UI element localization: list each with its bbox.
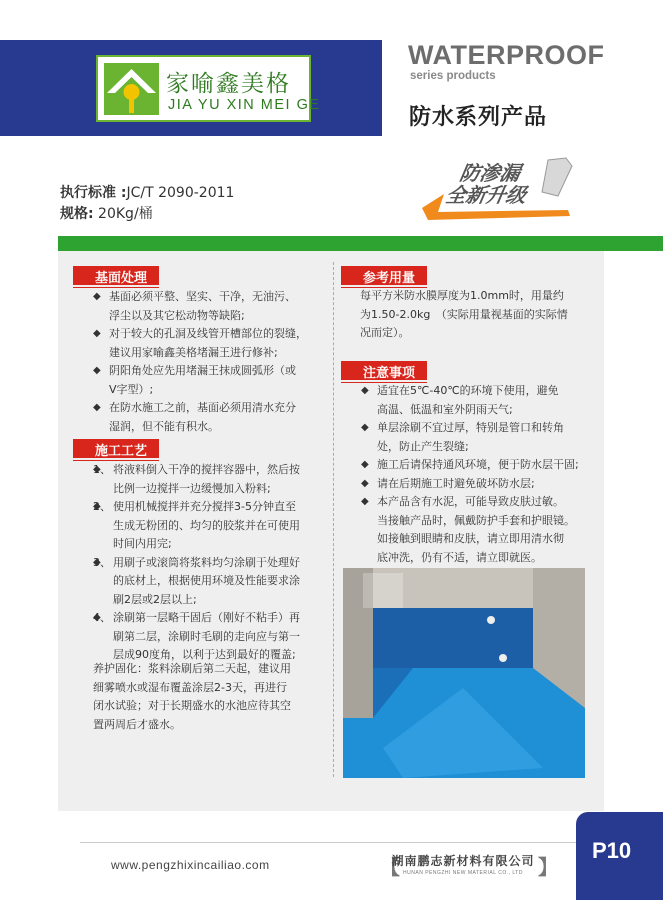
curing-paragraph bbox=[93, 660, 329, 734]
text-line: ◆ 基面必须平整、坚实、干净，无油污、 bbox=[109, 290, 296, 303]
text-line: 时间内用完; bbox=[113, 537, 172, 550]
text-line: 刷2层或2层以上; bbox=[113, 592, 197, 606]
base-list bbox=[93, 288, 329, 436]
step-number: ◆ 4、 bbox=[93, 611, 111, 624]
website-url[interactable]: www.pengzhixincailiao.com bbox=[111, 858, 270, 872]
list-item bbox=[361, 456, 603, 475]
text-line: 层成90度角，以利于达到最好的覆盖; bbox=[113, 648, 296, 661]
text-line: 闭水试验；对于长期盛水的水池应待其空 bbox=[93, 699, 291, 712]
text-line: 比例一边搅拌一边缓慢加入粉料; bbox=[113, 481, 271, 495]
left-bracket-icon: 【 bbox=[380, 855, 400, 879]
section-title-notes: 注意事项 bbox=[341, 361, 427, 380]
text-line: 置两周后才盛水。 bbox=[93, 717, 181, 731]
text-line: 养护固化：浆料涂刷后第二天起，建议用 bbox=[93, 662, 291, 675]
step-number: ◆ 1、 bbox=[93, 463, 111, 476]
text-line: ◆ 请在后期施工时避免破坏防水层; bbox=[377, 476, 535, 490]
page-number-tab bbox=[576, 812, 663, 900]
standard-label: 执行标准 : bbox=[60, 185, 127, 201]
text-line: ◆ 本产品含有水泥，可能导致皮肤过敏。 bbox=[377, 495, 564, 508]
text-line: 的底材上，根据使用环境及性能要求涂 bbox=[113, 574, 300, 587]
text-line: 用刷子或滚筒将浆料均匀涂刷于处理好 bbox=[113, 555, 300, 569]
text-line: 刷第二层，涂刷时毛刷的走向应与第一 bbox=[113, 629, 300, 643]
list-item bbox=[93, 288, 329, 325]
usage-paragraph bbox=[360, 287, 600, 343]
size-line bbox=[60, 203, 153, 223]
list-item bbox=[93, 325, 329, 362]
step-item bbox=[93, 461, 329, 498]
brand-name-en: JIA YU XIN MEI GE bbox=[168, 97, 321, 113]
brand-logo bbox=[96, 55, 321, 122]
step-number: ◆ 3、 bbox=[93, 555, 111, 569]
badge-line1: 防渗漏 bbox=[457, 161, 523, 185]
text-line: 处，防止产生裂缝; bbox=[377, 439, 469, 453]
text-line: 建议用家喻鑫美格堵漏王进行修补; bbox=[109, 345, 278, 359]
notes-list bbox=[361, 382, 603, 567]
upgrade-badge bbox=[418, 150, 578, 230]
company-name-en: HUNAN PENGZHI NEW MATERIAL CO., LTD bbox=[403, 870, 523, 876]
house-brush-logo-icon bbox=[104, 63, 159, 115]
text-line: ◆ 阴阳角处应先用堵漏王抹成圆弧形（或 bbox=[109, 364, 296, 377]
page-number: P10 bbox=[592, 838, 632, 863]
text-line: 使用机械搅拌并充分搅拌3-5分钟直至 bbox=[113, 500, 296, 513]
list-item bbox=[361, 419, 603, 456]
company-name-cn: 湖南鹏志新材料有限公司 bbox=[391, 854, 535, 868]
text-line: ◆ 适宜在5℃-40℃的环境下使用，避免 bbox=[377, 384, 559, 397]
company-block bbox=[383, 852, 543, 876]
text-line: 如接触到眼睛和皮肤，请立即用清水彻 bbox=[377, 532, 564, 545]
size-value: 20Kg/桶 bbox=[93, 206, 153, 222]
right-bracket-icon: 】 bbox=[538, 855, 558, 879]
text-line: 湿润，但不能有积水。 bbox=[109, 419, 219, 433]
step-item bbox=[93, 498, 329, 554]
text-line: V字型）; bbox=[109, 382, 154, 396]
text-line: 高温、低温和室外阴雨天气; bbox=[377, 402, 513, 416]
green-divider-bar bbox=[58, 236, 663, 251]
section-title-usage: 参考用量 bbox=[341, 266, 427, 285]
list-item bbox=[93, 362, 329, 399]
list-item bbox=[361, 493, 603, 567]
list-item bbox=[361, 382, 603, 419]
process-list bbox=[93, 461, 329, 665]
series-title: WATERPROOF bbox=[408, 40, 605, 70]
list-item bbox=[93, 399, 329, 436]
footer-line bbox=[80, 842, 580, 843]
text-line: 细雾喷水或湿布覆盖涂层2-3天，再进行 bbox=[93, 680, 287, 694]
list-item bbox=[361, 475, 603, 494]
series-title-cn: 防水系列产品 bbox=[409, 105, 548, 130]
text-line: 每平方米防水膜厚度为1.0mm时，用量约 bbox=[360, 289, 564, 302]
step-item bbox=[93, 609, 329, 665]
section-title-process: 施工工艺 bbox=[73, 439, 159, 458]
text-line: ◆ 施工后请保持通风环境，便于防水层干固; bbox=[377, 458, 579, 471]
text-line: 底冲洗，仍有不适，请立即就医。 bbox=[377, 550, 542, 564]
text-line: ◆ 对于较大的孔洞及线管开槽部位的裂缝， bbox=[109, 327, 307, 340]
size-label: 规格: bbox=[60, 206, 94, 222]
standard-line bbox=[60, 182, 234, 202]
pool-photo bbox=[343, 568, 585, 778]
column-divider bbox=[333, 262, 334, 777]
badge-line2: 全新升级 bbox=[443, 183, 529, 207]
brand-name-cn: 家喻鑫美格 bbox=[166, 71, 291, 97]
text-line: 涂刷第一层略干固后（刚好不粘手）再 bbox=[113, 611, 300, 624]
series-subtitle: series products bbox=[410, 70, 496, 82]
text-line: 浮尘以及其它松动物等缺陷; bbox=[109, 308, 245, 322]
text-line: 为1.50-2.0kg （实际用量视基面的实际情 bbox=[360, 307, 568, 321]
text-line: 将液料倒入干净的搅拌容器中，然后按 bbox=[113, 463, 300, 476]
step-item bbox=[93, 554, 329, 610]
text-line: 况而定）。 bbox=[360, 326, 410, 339]
text-line: ◆ 单层涂刷不宜过厚，特别是管口和转角 bbox=[377, 421, 564, 434]
text-line: 生成无粉团的、均匀的胶浆并在可使用 bbox=[113, 518, 300, 532]
text-line: 当接触产品时，佩戴防护手套和护眼镜。 bbox=[377, 513, 575, 527]
section-title-base: 基面处理 bbox=[73, 266, 159, 285]
text-line: ◆ 在防水施工之前，基面必须用清水充分 bbox=[109, 401, 296, 414]
standard-value: JC/T 2090-2011 bbox=[126, 185, 235, 201]
step-number: ◆ 2、 bbox=[93, 500, 111, 513]
